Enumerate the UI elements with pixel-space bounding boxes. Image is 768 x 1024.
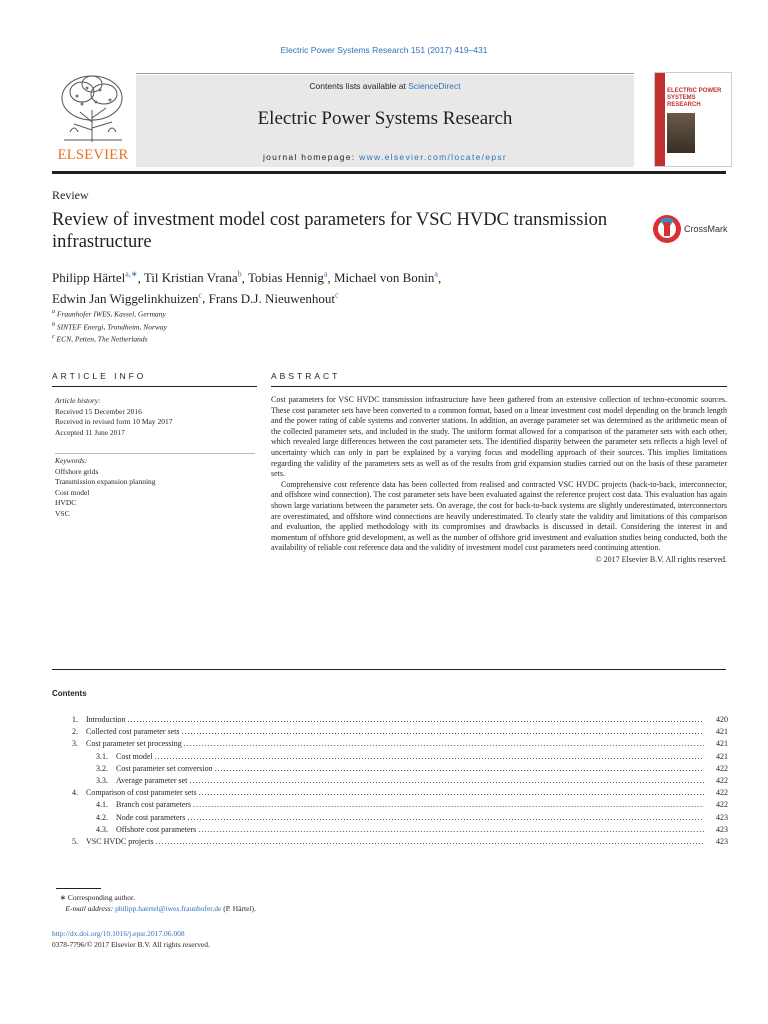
journal-reference[interactable]: Electric Power Systems Research 151 (2017) 419–431 [280, 45, 488, 55]
elsevier-wordmark: ELSEVIER [57, 147, 129, 163]
journal-homepage-line [136, 152, 634, 162]
keywords-label: Keywords: [55, 456, 88, 465]
header-top-rule [136, 73, 634, 74]
keywords [55, 456, 156, 519]
homepage-link[interactable]: www.elsevier.com/locate/epsr [359, 152, 508, 162]
toc-subentry[interactable]: 3.3. Average parameter set ..... 422 [52, 775, 728, 787]
article-history [55, 396, 172, 438]
author[interactable]: Tobias Hennig$^a$ [247, 270, 328, 286]
history-label: Article history: [55, 396, 101, 405]
author[interactable]: Edwin Jan Wiggelinkhuizen$^c$ [52, 290, 203, 306]
abstract-bottom-rule [52, 669, 726, 670]
contents-heading: Contents [52, 689, 87, 698]
history-entry: Received in revised form 10 May 2017 [55, 417, 173, 426]
elsevier-tree-icon [52, 72, 132, 144]
affiliation: $^c$ ECN, Petten, The Netherlands [52, 334, 148, 344]
corresponding-author-footnote [56, 892, 256, 914]
toc-subentry[interactable]: 4.1. Branch cost parameters ..... 422 [52, 799, 728, 811]
sciencedirect-link[interactable]: ScienceDirect [408, 81, 461, 91]
affiliation: $^a$ Fraunhofer IWES, Kassel, Germany [52, 309, 166, 319]
contents-available-line [136, 81, 634, 91]
issn-line: 0378-7796/© 2017 Elsevier B.V. All rights reserved. [52, 940, 210, 949]
abstract-paragraph: Cost parameters for VSC HVDC transmission infrastructure have been gathered from an extensive collection of techno-economic sources. These cost parameter sets have been converted to a common format, based on a linear investment cost model depending on the branch length and the power rating of cable systems and converter stations. In addition, an average parameter set was determined as the arithmetic mean of the collected parameter sets, and included in the study. The uniform format allowed for a comparison of the parameter sets with each other, which revealed large differences between the cost parameter sets. The identified disparity between the parameter sets reflects a high level of uncertainty which can only in part be explained by a varying focus and modelling approach of their sources. This implies limitations regarding the validity of the parameters sets as well as of the results from grid expansion studies carried out on the basis of these parameter sets. [271, 395, 727, 479]
email-line: E-mail address: philipp.haertel@iwes.fraunhofer.de (P. Härtel). [65, 904, 256, 913]
article-section-label: Review [52, 188, 89, 202]
doi-link[interactable]: http://dx.doi.org/10.1016/j.epsr.2017.06.008 [52, 929, 185, 938]
toc-subentry[interactable]: 4.2. Node cost parameters ..... 423 [52, 812, 728, 824]
keyword: VSC [55, 508, 70, 518]
article-info-rule [52, 386, 257, 387]
author[interactable]: Til Kristian Vrana$^b$ [143, 270, 242, 286]
history-divider [55, 453, 255, 454]
author-affiliation-mark[interactable]: a [323, 270, 328, 279]
corresponding-line: ∗ Corresponding author. [59, 893, 135, 902]
journal-header [136, 75, 634, 167]
author[interactable]: Philipp Härtel$^{a,∗}$ [52, 270, 138, 286]
crossmark-label: CrossMark [684, 224, 728, 234]
author-affiliation-mark[interactable]: c [198, 290, 203, 300]
toc-entry[interactable]: 3. Cost parameter set processing ..... 421 [52, 738, 728, 750]
article-info-heading: ARTICLE INFO [52, 371, 147, 381]
author-affiliation-mark[interactable]: a [434, 270, 438, 279]
contents-prefix: Contents lists available at [309, 81, 409, 91]
toc-subentry[interactable]: 4.3. Offshore cost parameters ..... 423 [52, 824, 728, 836]
abstract-paragraph: Comprehensive cost reference data has been collected from realised and contracted VSC HVDC projects (back-to-back, interconnector, and offshore wind connection). The cost parameter sets have been evaluated against the reference project cost data. This evaluation has again shown large variations between the parameter sets. On average, the cost for back-to-back systems are slightly underestimated, interconnectors are overestimated, and offshore wind connections are heavily underestimated. To clearly state the validity and limitations of this comparison and evaluation, the applied methodology with its compromises and drawbacks is discussed in detail. Considering the interest in and momentum of offshore grid development, as well as the number of offshore grid investment and evaluation studies being conducted, both the availability of reliable cost reference data and the validity of investment model cost parameters need continuing attention. [271, 479, 727, 553]
keyword: Transmission expansion planning [55, 477, 156, 486]
keyword: HVDC [55, 498, 77, 507]
journal-title: Electric Power Systems Research [257, 108, 513, 129]
elsevier-logo [52, 72, 134, 165]
journal-cover-thumbnail [654, 72, 732, 167]
doi-block [52, 928, 210, 950]
cover-title: ELECTRIC POWER SYSTEMS RESEARCH [667, 88, 722, 108]
author[interactable]: Michael von Bonin$^a$ [334, 270, 438, 286]
toc-entry[interactable]: 2. Collected cost parameter sets ..... 421 [52, 726, 728, 738]
author[interactable]: Frans D.J. Nieuwenhout$^c$ [208, 290, 339, 306]
author-email-link[interactable]: philipp.haertel@iwes.fraunhofer.de [115, 904, 222, 913]
article-title: Review of investment model cost parameters for VSC HVDC transmission infrastructure [52, 210, 608, 252]
table-of-contents [52, 714, 728, 848]
author-list: Philipp Härtel$^{a,∗}$, Til Kristian Vrana$^b$, Tobias Hennig$^a$, Michael von Bonin$^a$, Edwin Jan Wiggelinkhuizen$^c$, Frans D.J. Nieuwenhout$^c$ [52, 270, 442, 306]
toc-subentry[interactable]: 3.2. Cost parameter set conversion ..... 422 [52, 763, 728, 775]
abstract-rule [271, 386, 727, 387]
author-affiliation-mark[interactable]: b [237, 270, 242, 279]
header-divider [52, 171, 726, 174]
cover-image [667, 113, 695, 153]
keyword: Offshore grids [55, 466, 99, 476]
abstract-heading: ABSTRACT [271, 371, 341, 381]
affiliations [52, 307, 167, 345]
cover-color-band [655, 73, 665, 166]
toc-subentry[interactable]: 3.1. Cost model ..... 421 [52, 751, 728, 763]
toc-entry[interactable]: 1. Introduction ..... 420 [52, 714, 728, 726]
author-affiliation-mark[interactable]: c [335, 290, 339, 300]
keyword: Cost model [55, 487, 90, 497]
copyright-notice: © 2017 Elsevier B.V. All rights reserved. [595, 554, 727, 564]
abstract-body [271, 395, 727, 566]
toc-entry[interactable]: 5. VSC HVDC projects ..... 423 [52, 836, 728, 848]
homepage-prefix: journal homepage: [262, 152, 360, 162]
affiliation: $^b$ SINTEF Energi, Trondheim, Norway [52, 321, 167, 331]
history-entry: Accepted 11 June 2017 [55, 427, 125, 437]
history-entry: Received 15 December 2016 [55, 406, 142, 416]
footnote-rule [56, 888, 101, 889]
crossmark-badge[interactable] [652, 212, 734, 246]
author-affiliation-mark[interactable]: a,∗ [125, 270, 138, 279]
toc-entry[interactable]: 4. Comparison of cost parameter sets ..... 422 [52, 787, 728, 799]
